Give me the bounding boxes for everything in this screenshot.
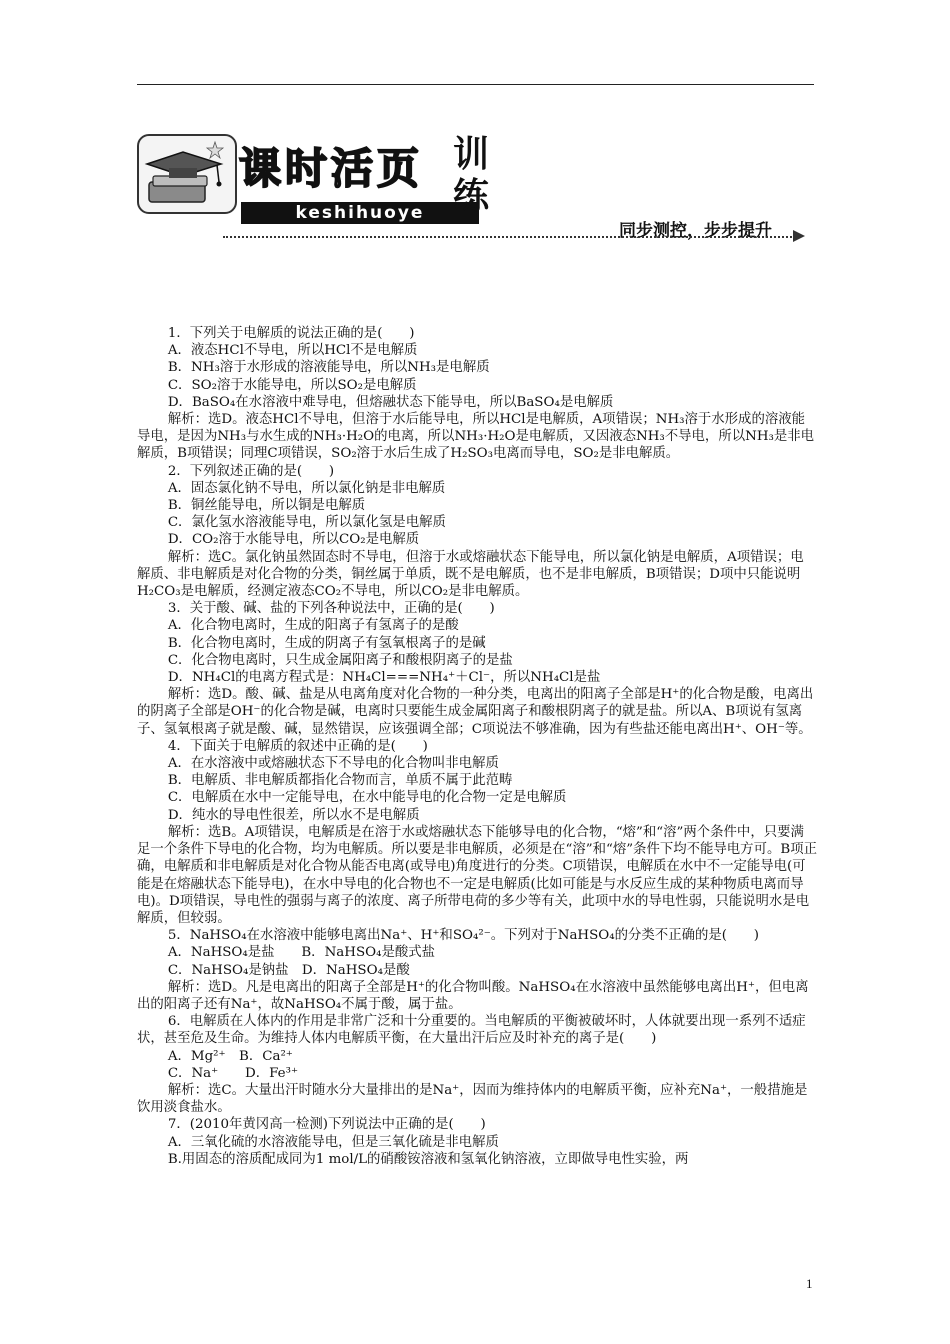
question-option: A．化合物电离时，生成的阳离子有氢离子的是酸 (167, 618, 459, 634)
question-stem: 1．下列关于电解质的说法正确的是( ) (167, 326, 415, 341)
question-option: D．CO₂溶于水能导电，所以CO₂是电解质 (167, 532, 420, 548)
question-option: B．化合物电离时，生成的阴离子有氢氧根离子的是碱 (167, 635, 486, 651)
banner-title: 课时活页 (239, 144, 424, 193)
question-option: B．电解质、非电解质都指化合物而言，单质不属于此范畴 (167, 773, 513, 789)
question-stem: 2．下列叙述正确的是( ) (167, 463, 335, 479)
section-banner (137, 130, 817, 245)
banner-slogan: 同步测控，步步提升 (619, 221, 772, 241)
question-stem: 3．关于酸、碱、盐的下列各种说法中，正确的是( ) (167, 601, 495, 617)
arrow-right-icon (793, 230, 805, 242)
question-option: D．BaSO₄在水溶液中难导电，但熔融状态下能导电，所以BaSO₄是电解质 (167, 394, 614, 410)
question-option: C．SO₂溶于水能导电，所以SO₂是电解质 (167, 377, 417, 393)
question-option: C．氯化氢水溶液能导电，所以氯化氢是电解质 (167, 515, 446, 531)
question-option: A．三氧化硫的水溶液能导电，但是三氧化硫是非电解质 (167, 1134, 499, 1150)
question-analysis: 解析：选D。凡是电离出的阳离子全部是H⁺的化合物叫酸。NaHSO₄在水溶液中虽然能够电离出H⁺，但电离出的阳离子还有Na⁺，故NaHSO₄不属于酸，属于盐。 (137, 979, 809, 1012)
question-option: A．液态HCl不导电，所以HCl不是电解质 (167, 343, 418, 359)
question-stem: 5．NaHSO₄在水溶液中能够电离出Na⁺、H⁺和SO₄²⁻。下列对于NaHSO₄的分类不正确的是( ) (167, 928, 759, 944)
question-option: A．NaHSO₄是盐 B．NaHSO₄是酸式盐 (167, 945, 436, 961)
question-stem: 4．下面关于电解质的叙述中正确的是( ) (167, 738, 428, 754)
question-list (137, 325, 817, 1168)
question-option: B．铜丝能导电，所以铜是电解质 (167, 498, 366, 514)
question-analysis: 解析：选D。酸、碱、盐是从电离角度对化合物的一种分类，电离出的阳离子全部是H⁺的化合物是酸，电离出的阴离子全部是OH⁻的化合物是碱，电离时只要能生成金属阳离子和酸根阴离子的就是盐。所以A、B项说有氢离子、氢氧根离子就是酸、碱，显然错误，应该强调全部；C项说法不够准确，因为有些盐还能电离出H⁺、OH⁻等。 (137, 687, 814, 737)
header-rule (137, 84, 814, 85)
question-option: A．Mg²⁺ B．Ca²⁺ (167, 1048, 293, 1064)
question-stem: 6．电解质在人体内的作用是非常广泛和十分重要的。当电解质的平衡被破坏时，人体就要出现一系列不适症状，甚至危及生命。为维持人体内电解质平衡，在大量出汗后应及时补充的离子是( ) (137, 1014, 806, 1047)
question-option: B.用固态的溶质配成同为1 mol/L的硝酸铵溶液和氢氧化钠溶液，立即做导电性实验，两 (167, 1151, 689, 1167)
question-option: C．化合物电离时，只生成金属阳离子和酸根阴离子的是盐 (167, 652, 513, 668)
question-analysis: 解析：选D。液态HCl不导电，但溶于水后能导电，所以HCl是电解质，A项错误；NH₃溶于水形成的溶液能导电，是因为NH₃与水生成的NH₃·H₂O的电离，所以NH₃·H₂O是电解质，又因液态NH₃不导电，所以NH₃是非电解质，B项错误；同理C项错误，SO₂溶于水后生成了H₂SO₃电离而导电，SO₂是非电解质。 (137, 412, 815, 462)
question-analysis: 解析：选B。A项错误，电解质是在溶于水或熔融状态下能够导电的化合物，“熔”和“溶”两个条件中，只要满足一个条件下导电的化合物，均为电解质。所以要是非电解质，必须是在“溶”和“熔”条件下均不能导电方可。B项正确，电解质和非电解质是对化合物从能否电离(或导电)角度进行的分类。C项错误，电解质在水中不一定能导电(可能是在熔融状态下能导电)，在水中导电的化合物也不一定是电解质(比如可能是与水反应生成的某种物质电离而导电)。D项错误，导电性的强弱与离子的浓度、离子所带电荷的多少等有关，此项中水的导电性弱，只能说明水是电解质，但较弱。 (137, 824, 817, 926)
question-analysis: 解析：选C。大量出汗时随水分大量排出的是Na⁺，因而为维持体内的电解质平衡，应补充Na⁺，一般措施是饮用淡食盐水。 (137, 1082, 808, 1116)
question-option: B．NH₃溶于水形成的溶液能导电，所以NH₃是电解质 (167, 360, 490, 376)
question-option: C．电解质在水中一定能导电，在水中能导电的化合物一定是电解质 (167, 790, 567, 806)
banner-pinyin: keshihuoye (241, 202, 479, 224)
question-analysis: 解析：选C。氯化钠虽然固态时不导电，但溶于水或熔融状态下能导电，所以氯化钠是电解质，A项错误；电解质、非电解质是对化合物的分类，铜丝属于单质，既不是电解质，也不是非电解质，B项错误；D项中只能说明H₂CO₃是电解质，经测定液态CO₂不导电，所以CO₂是非电解质。 (137, 549, 804, 600)
banner-title-side: 训练 (453, 134, 490, 217)
question-stem: 7．(2010年黄冈高一检测)下列说法中正确的是( ) (167, 1117, 486, 1133)
question-option: A．固态氯化钠不导电，所以氯化钠是非电解质 (167, 480, 446, 496)
question-option: D．NH₄Cl的电离方程式是：NH₄Cl===NH₄⁺＋Cl⁻，所以NH₄Cl是盐 (167, 670, 601, 686)
dotted-divider (223, 236, 795, 238)
graduation-cap-book-icon (137, 134, 237, 214)
question-option: D．纯水的导电性很差，所以水不是电解质 (167, 807, 420, 823)
question-option: C．NaHSO₄是钠盐 D．NaHSO₄是酸 (167, 962, 410, 978)
page-number: 1 (806, 1276, 813, 1291)
question-option: C．Na⁺ D．Fe³⁺ (167, 1065, 299, 1081)
question-option: A．在水溶液中或熔融状态下不导电的化合物叫非电解质 (167, 756, 499, 772)
